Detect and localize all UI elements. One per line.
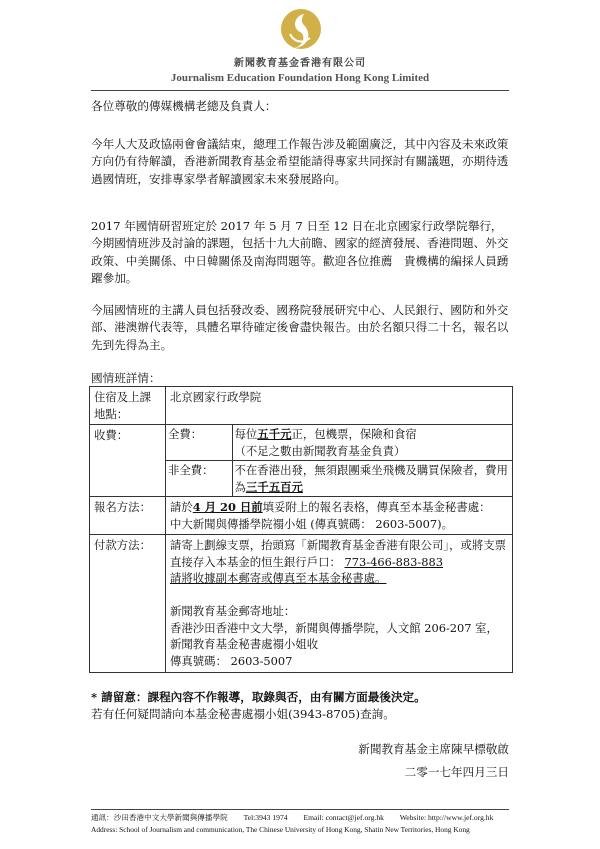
paragraph-speakers: 今屆國情班的主講人員包括發改委、國務院發展研究中心、人民銀行、國防和外交部、港澳辦代表等，具體名單待確定後會盡快報告。由於名額只得二十名，報名以先到先得為主。 (91, 303, 509, 352)
venue-value: 北京國家行政學院 (166, 387, 513, 425)
mailing-address-line2: 新聞教育基金秘書處禤小姐收 (170, 637, 319, 652)
signature-name: 新聞教育基金主席陳早標敬啟 (358, 742, 509, 756)
org-name-english: Journalism Education Foundation Hong Kong Limited (170, 72, 430, 84)
partial-fee-text: 不在香港出發，無須跟團乘坐飛機及購買保險者，費用為 (234, 463, 508, 494)
full-fee-prefix: 每位 (234, 427, 258, 442)
footer-email-link[interactable]: Email: contact@jef.org.hk (303, 813, 384, 822)
mailing-address-line1: 香港沙田香港中文大學，新聞與傳播學院，人文館 206-207 室， (170, 620, 498, 635)
fax-number: 2603-5007 (230, 653, 293, 668)
fee-subtable (166, 425, 512, 496)
table-row-fee (90, 425, 513, 497)
bank-account-number: 773-466-883-883 (344, 554, 444, 569)
greeting: 各位尊敬的傳媒機構老總及負責人： (91, 99, 277, 113)
jef-swirl-logo-icon (280, 8, 322, 54)
registration-suffix: 填妥附上的報名表格，傳真至本基金秘書處： (262, 500, 491, 515)
fee-label: 收費： (90, 425, 166, 497)
fax-label: 傳真號碼： (170, 653, 227, 668)
registration-label: 報名方法： (90, 497, 166, 535)
paragraph-intro: 今年人大及政協兩會會議結束，總理工作報告涉及範圍廣泛，其中內容及未來政策方向仍有待解讀，香港新聞教育基金希望能請得專家共同探討有關議題，亦期待透過國情班，安排專家學者解讀國家未來發展路向。 (91, 137, 509, 186)
registration-fax-contact: 中大新聞與傳播學院禤小姐 (傳真號碼： 2603-5007)。 (170, 516, 453, 531)
paragraph-schedule: 2017 年國情研習班定於 2017 年 5 月 7 日至 12 日在北京國家行政學院舉行，今期國情班涉及討論的課題，包括十九大前瞻、國家的經濟發展、香港問題、外交政策、中美關係、中日韓關係及南海問題等。歡迎各位推薦 貴機構的編採人員踴躍參加。 (91, 219, 509, 286)
full-fee-value (232, 425, 512, 461)
registration-value (166, 497, 513, 535)
full-fee-suffix: 正，包機票，保險和食宿 (291, 427, 417, 442)
payment-label: 付款方法： (90, 535, 166, 672)
full-fee-amount: 五千元 (257, 427, 292, 442)
footer-tel: Tel:3943 1974 (243, 813, 288, 822)
details-table-title: 國情班詳情： (91, 371, 161, 385)
partial-fee-value (232, 461, 512, 497)
payment-instructions: 請寄上劃線支票，抬頭寫「新聞教育基金香港有限公司」，或將支票直接存入本基金的恒生銀行戶口： (170, 538, 507, 569)
important-note: * 請留意：課程內容不作報導，取錄與否，由有關方面最後決定。 (91, 690, 426, 704)
signature-date: 二零一七年四月三日 (404, 765, 509, 779)
footer-address-chinese: 通訊：沙田香港中文大學新聞與傳播學院 (91, 813, 228, 822)
table-row-venue (90, 387, 513, 425)
details-table (89, 386, 513, 673)
payment-receipt-note: 請將收據副本郵寄或傳真至本基金秘書處。 (170, 571, 387, 586)
footer-contact-line (91, 812, 511, 823)
full-fee-label: 全費： (166, 425, 232, 461)
payment-value (166, 535, 513, 672)
enquiry-note: 若有任何疑問請向本基金秘書處禤小姐(3943-8705)查詢。 (91, 707, 395, 721)
registration-deadline: 4 月 20 日前 (192, 500, 263, 515)
org-name-chinese: 新聞教育基金香港有限公司 (234, 58, 366, 69)
registration-prefix: 請於 (170, 500, 193, 515)
venue-label: 住宿及上課地點： (90, 387, 166, 425)
header-divider (91, 90, 509, 91)
full-fee-note: （不足之數由新聞教育基金負責） (234, 443, 406, 458)
table-row-payment (90, 535, 513, 672)
mailing-address-title: 新聞教育基金郵寄地址： (170, 604, 296, 619)
footer-address-english: Address: School of Journalism and communication, The Chinese University of Hong Kong, Shatin New Territories, Hong Kong (91, 825, 470, 834)
partial-fee-label: 非全費： (166, 461, 232, 497)
footer-website-link[interactable]: Website: http://www.jef.org.hk (399, 813, 494, 822)
partial-fee-amount: 三千五百元 (245, 479, 303, 494)
table-row-registration (90, 497, 513, 535)
footer-divider (91, 809, 509, 810)
